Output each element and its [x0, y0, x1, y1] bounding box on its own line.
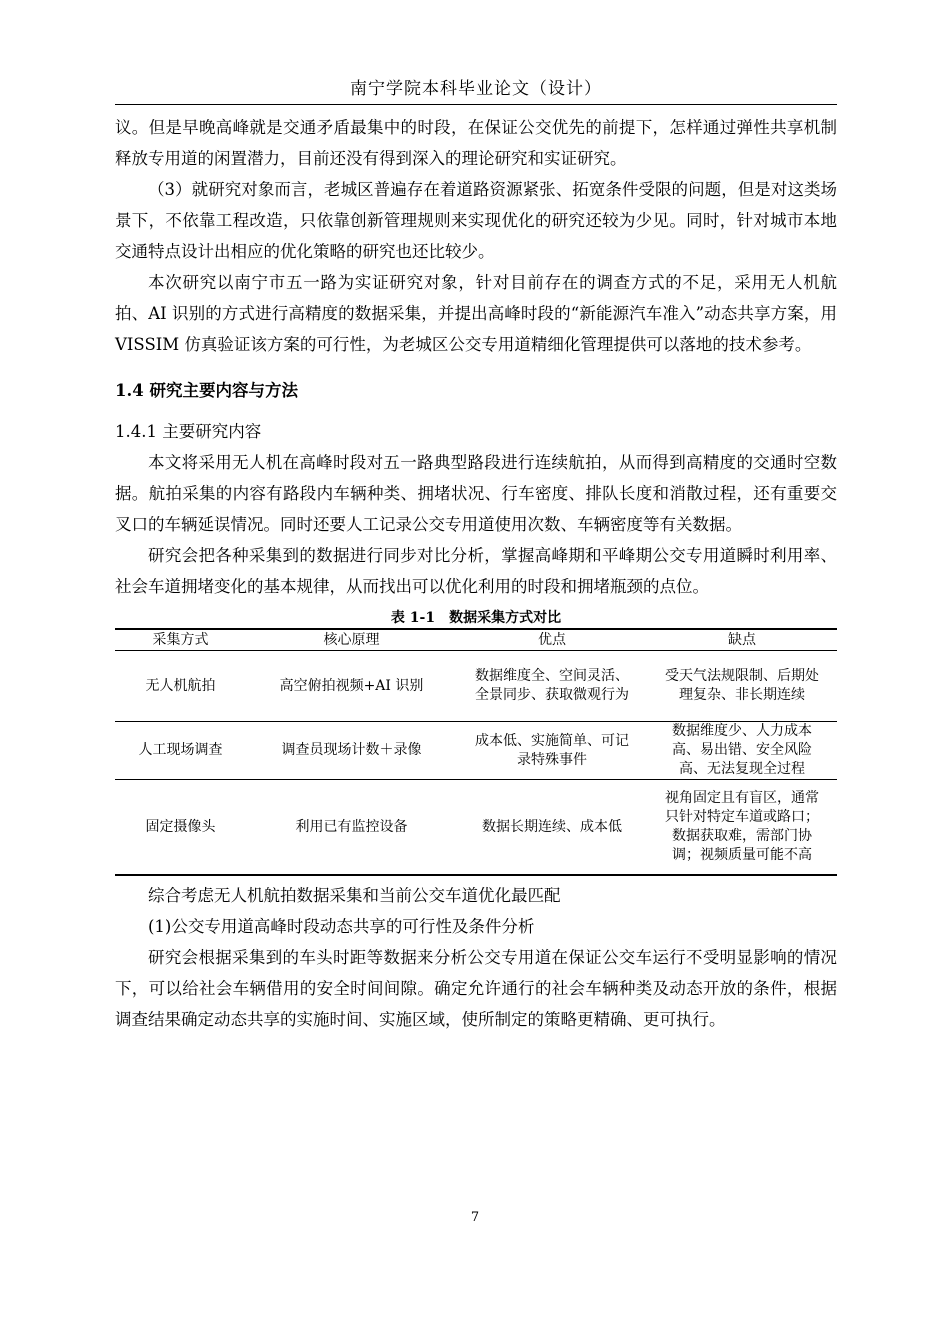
- paragraph: 议。但是早晚高峰就是交通矛盾最集中的时段，在保证公交优先的前提下，怎样通过弹性共享机制释放专用道的闲置潜力，目前还没有得到深入的理论研究和实证研究。: [115, 118, 837, 168]
- paragraph: 综合考虑无人机航拍数据采集和当前公交车道优化最匹配: [148, 886, 561, 905]
- cell-principle: 高空俯拍视频+AI 识别: [246, 651, 457, 722]
- cell-pros: 数据长期连续、成本低: [457, 780, 647, 876]
- page-number: 7: [470, 1210, 480, 1225]
- cell-principle: 利用已有监控设备: [246, 780, 457, 876]
- paragraph: (1)公交专用道高峰时段动态共享的可行性及条件分析: [148, 917, 535, 936]
- section-heading: 1.4 研究主要内容与方法: [115, 381, 298, 400]
- cell-method: 固定摄像头: [115, 780, 246, 876]
- cell-cons: 受天气法规限制、后期处理复杂、非长期连续: [647, 651, 837, 722]
- paragraph: 本次研究以南宁市五一路为实证研究对象，针对目前存在的调查方式的不足，采用无人机航拍、AI 识别的方式进行高精度的数据采集，并提出高峰时段的“新能源汽车准入”动态共享方案，用 VISSIM 仿真验证该方案的可行性，为老城区公交专用道精细化管理提供可以落地的技术参考。: [115, 273, 837, 354]
- subsection-heading: 1.4.1 主要研究内容: [115, 422, 262, 441]
- cell-pros: 数据维度全、空间灵活、 全景同步、获取微观行为: [457, 651, 647, 722]
- column-header: 优点: [457, 629, 647, 651]
- header-rule: [115, 104, 837, 105]
- cell-cons: 视角固定且有盲区，通常只针对特定车道或路口；数据获取难，需部门协调；视频质量可能不高: [647, 780, 837, 876]
- cell-principle: 调查员现场计数＋录像: [246, 722, 457, 780]
- column-header: 核心原理: [246, 629, 457, 651]
- running-header: 南宁学院本科毕业论文（设计）: [350, 79, 602, 99]
- column-header: 采集方式: [115, 629, 246, 651]
- column-header: 缺点: [647, 629, 837, 651]
- table-header-row: [115, 629, 837, 651]
- cell-cons: 数据维度少、人力成本高、易出错、安全风险高、无法复现全过程: [647, 722, 837, 780]
- table-row: [115, 780, 837, 876]
- cell-method: 无人机航拍: [115, 651, 246, 722]
- comparison-table: [115, 628, 837, 876]
- paragraph: 研究会根据采集到的车头时距等数据来分析公交专用道在保证公交车运行不受明显影响的情况下，可以给社会车辆借用的安全时间间隙。确定允许通行的社会车辆种类及动态开放的条件，根据调查结果确定动态共享的实施时间、实施区域，使所制定的策略更精确、更可执行。: [115, 948, 837, 1029]
- paragraph: 研究会把各种采集到的数据进行同步对比分析，掌握高峰期和平峰期公交专用道瞬时利用率、社会车道拥堵变化的基本规律，从而找出可以优化利用的时段和拥堵瓶颈的点位。: [115, 546, 837, 596]
- table-caption: 表 1-1 数据采集方式对比: [390, 610, 562, 626]
- cell-pros: 成本低、实施简单、可记录特殊事件: [457, 722, 647, 780]
- cell-method: 人工现场调查: [115, 722, 246, 780]
- document-body: [115, 112, 837, 1035]
- paragraph: 本文将采用无人机在高峰时段对五一路典型路段进行连续航拍，从而得到高精度的交通时空数据。航拍采集的内容有路段内车辆种类、拥堵状况、行车密度、排队长度和消散过程，还有重要交叉口的车辆延误情况。同时还要人工记录公交专用道使用次数、车辆密度等有关数据。: [115, 453, 837, 534]
- table-row: [115, 722, 837, 780]
- paragraph: （3）就研究对象而言，老城区普遍存在着道路资源紧张、拓宽条件受限的问题，但是对这类场景下，不依靠工程改造，只依靠创新管理规则来实现优化的研究还较为少见。同时，针对城市本地交通特点设计出相应的优化策略的研究也还比较少。: [115, 180, 837, 261]
- table-row: [115, 651, 837, 722]
